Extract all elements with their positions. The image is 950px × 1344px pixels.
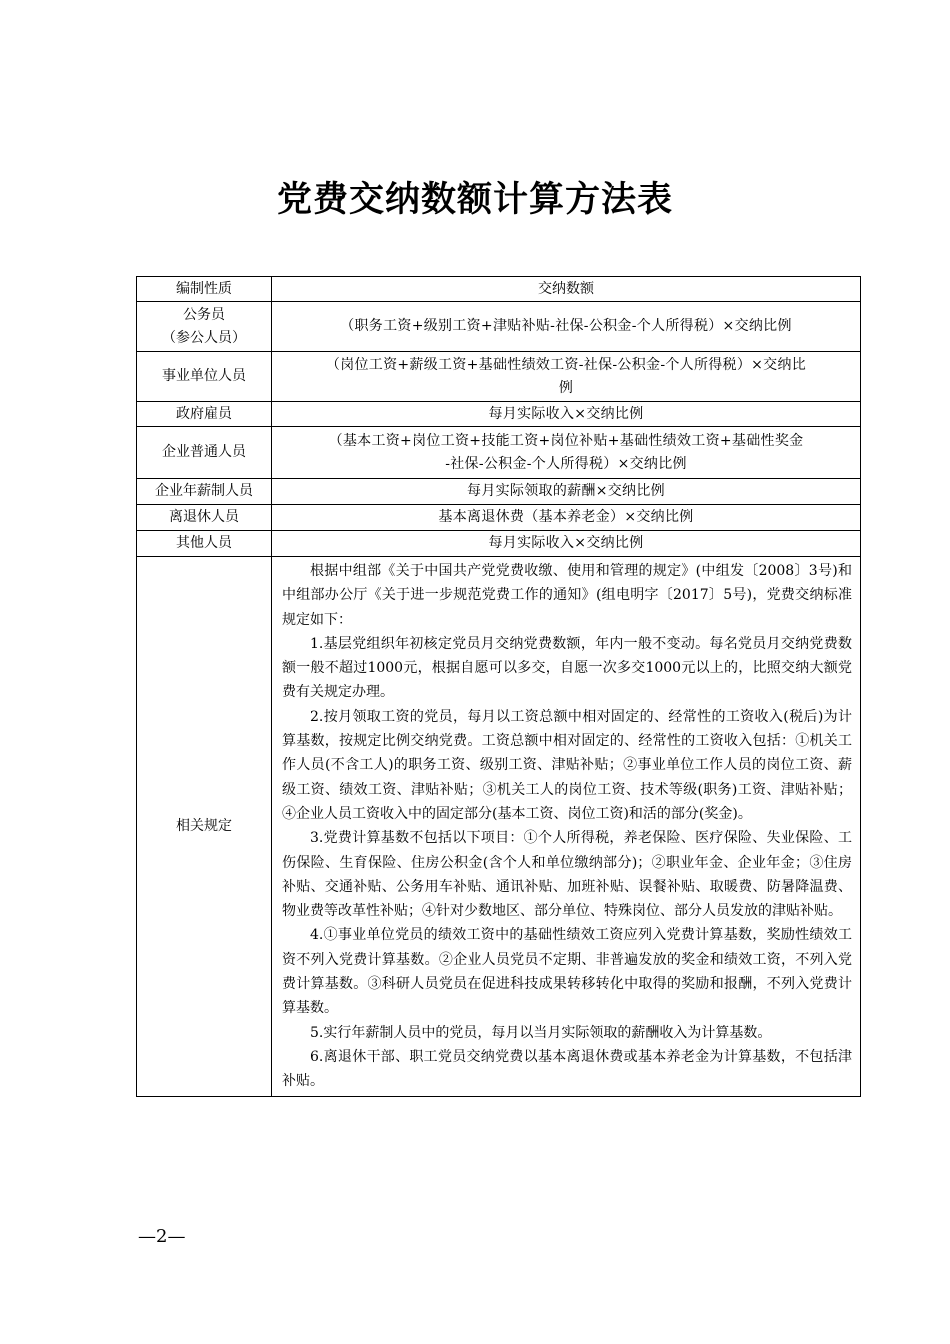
page-title: 党费交纳数额计算方法表 — [276, 180, 673, 220]
amount-cell: 每月实际领取的薪酬×交纳比例 — [272, 479, 861, 505]
category-line: （参公人员） — [162, 329, 246, 346]
header-category: 编制性质 — [137, 277, 272, 302]
table-row — [137, 427, 861, 479]
category-cell: 离退休人员 — [137, 505, 272, 531]
amount-cell: 每月实际收入×交纳比例 — [272, 402, 861, 427]
table-header-row — [137, 277, 861, 302]
rules-paragraph: 3.党费计算基数不包括以下项目：①个人所得税，养老保险、医疗保险、失业保险、工伤保险、生育保险、住房公积金(含个人和单位缴纳部分)；②职业年金、企业年金；③住房补贴、交通补贴、公务用车补贴、通讯补贴、加班补贴、误餐补贴、取暖费、防暑降温费、物业费等改革性补贴；④针对少数地区、部分单位、特殊岗位、部分人员发放的津贴补贴。 — [282, 830, 852, 920]
amount-line: （基本工资+岗位工资+技能工资+岗位补贴+基础性绩效工资+基础性奖金 — [328, 432, 804, 449]
table-row — [137, 402, 861, 427]
rules-paragraph: 2.按月领取工资的党员，每月以工资总额中相对固定的、经常性的工资收入(税后)为计算基数，按规定比例交纳党费。工资总额中相对固定的、经常性的工资收入包括：①机关工作人员(不含工人)的职务工资、级别工资、津贴补贴；②事业单位工作人员的岗位工资、薪级工资、绩效工资、津贴补贴；③机关工人的岗位工资、技术等级(职务)工资、津贴补贴；④企业人员工资收入中的固定部分(基本工资、岗位工资)和活的部分(奖金)。 — [282, 708, 852, 822]
category-cell: 事业单位人员 — [137, 352, 272, 402]
rules-paragraph: 根据中组部《关于中国共产党党费收缴、使用和管理的规定》(中组发〔2008〕3号)和中组部办公厅《关于进一步规范党费工作的通知》(组电明字〔2017〕5号)，党费交纳标准规定如下： — [282, 563, 852, 628]
amount-line: -社保-公积金-个人所得税）×交纳比例 — [445, 455, 687, 472]
fee-table — [136, 276, 861, 1097]
header-amount: 交纳数额 — [272, 277, 861, 302]
category-cell: 企业年薪制人员 — [137, 479, 272, 505]
amount-line: （岗位工资+薪级工资+基础性绩效工资-社保-公积金-个人所得税）×交纳比 — [325, 356, 807, 373]
amount-cell: （职务工资+级别工资+津贴补贴-社保-公积金-个人所得税）×交纳比例 — [272, 302, 861, 352]
category-cell: 企业普通人员 — [137, 427, 272, 479]
amount-cell — [272, 352, 861, 402]
amount-cell: 每月实际收入×交纳比例 — [272, 531, 861, 557]
rules-paragraph: 5.实行年薪制人员中的党员，每月以当月实际领取的薪酬收入为计算基数。 — [310, 1024, 772, 1041]
rules-paragraph: 6.离退休干部、职工党员交纳党费以基本离退休费或基本养老金为计算基数，不包括津补贴。 — [282, 1048, 852, 1090]
rules-cell — [272, 557, 861, 1097]
rules-label: 相关规定 — [137, 557, 272, 1097]
amount-line: 例 — [558, 379, 574, 396]
table-row — [137, 505, 861, 531]
rules-paragraph: 1.基层党组织年初核定党员月交纳党费数额，年内一般不变动。每名党员月交纳党费数额一般不超过1000元，根据自愿可以多交，自愿一次多交1000元以上的，比照交纳大额党费有关规定办理。 — [282, 635, 852, 701]
table-row — [137, 352, 861, 402]
page-number: —2— — [138, 1226, 186, 1247]
category-cell — [137, 302, 272, 352]
table-row — [137, 302, 861, 352]
amount-cell: 基本离退休费（基本养老金）×交纳比例 — [272, 505, 861, 531]
category-cell: 其他人员 — [137, 531, 272, 557]
rules-row — [137, 557, 861, 1097]
rules-paragraph: 4.①事业单位党员的绩效工资中的基础性绩效工资应列入党费计算基数，奖励性绩效工资不列入党费计算基数。②企业人员党员不定期、非普遍发放的奖金和绩效工资，不列入党费计算基数。③科研人员党员在促进科技成果转移转化中取得的奖励和报酬，不列入党费计算基数。 — [282, 927, 852, 1017]
amount-cell — [272, 427, 861, 479]
category-cell: 政府雇员 — [137, 402, 272, 427]
category-line: 公务员 — [183, 306, 225, 323]
table-row — [137, 531, 861, 557]
table-row — [137, 479, 861, 505]
